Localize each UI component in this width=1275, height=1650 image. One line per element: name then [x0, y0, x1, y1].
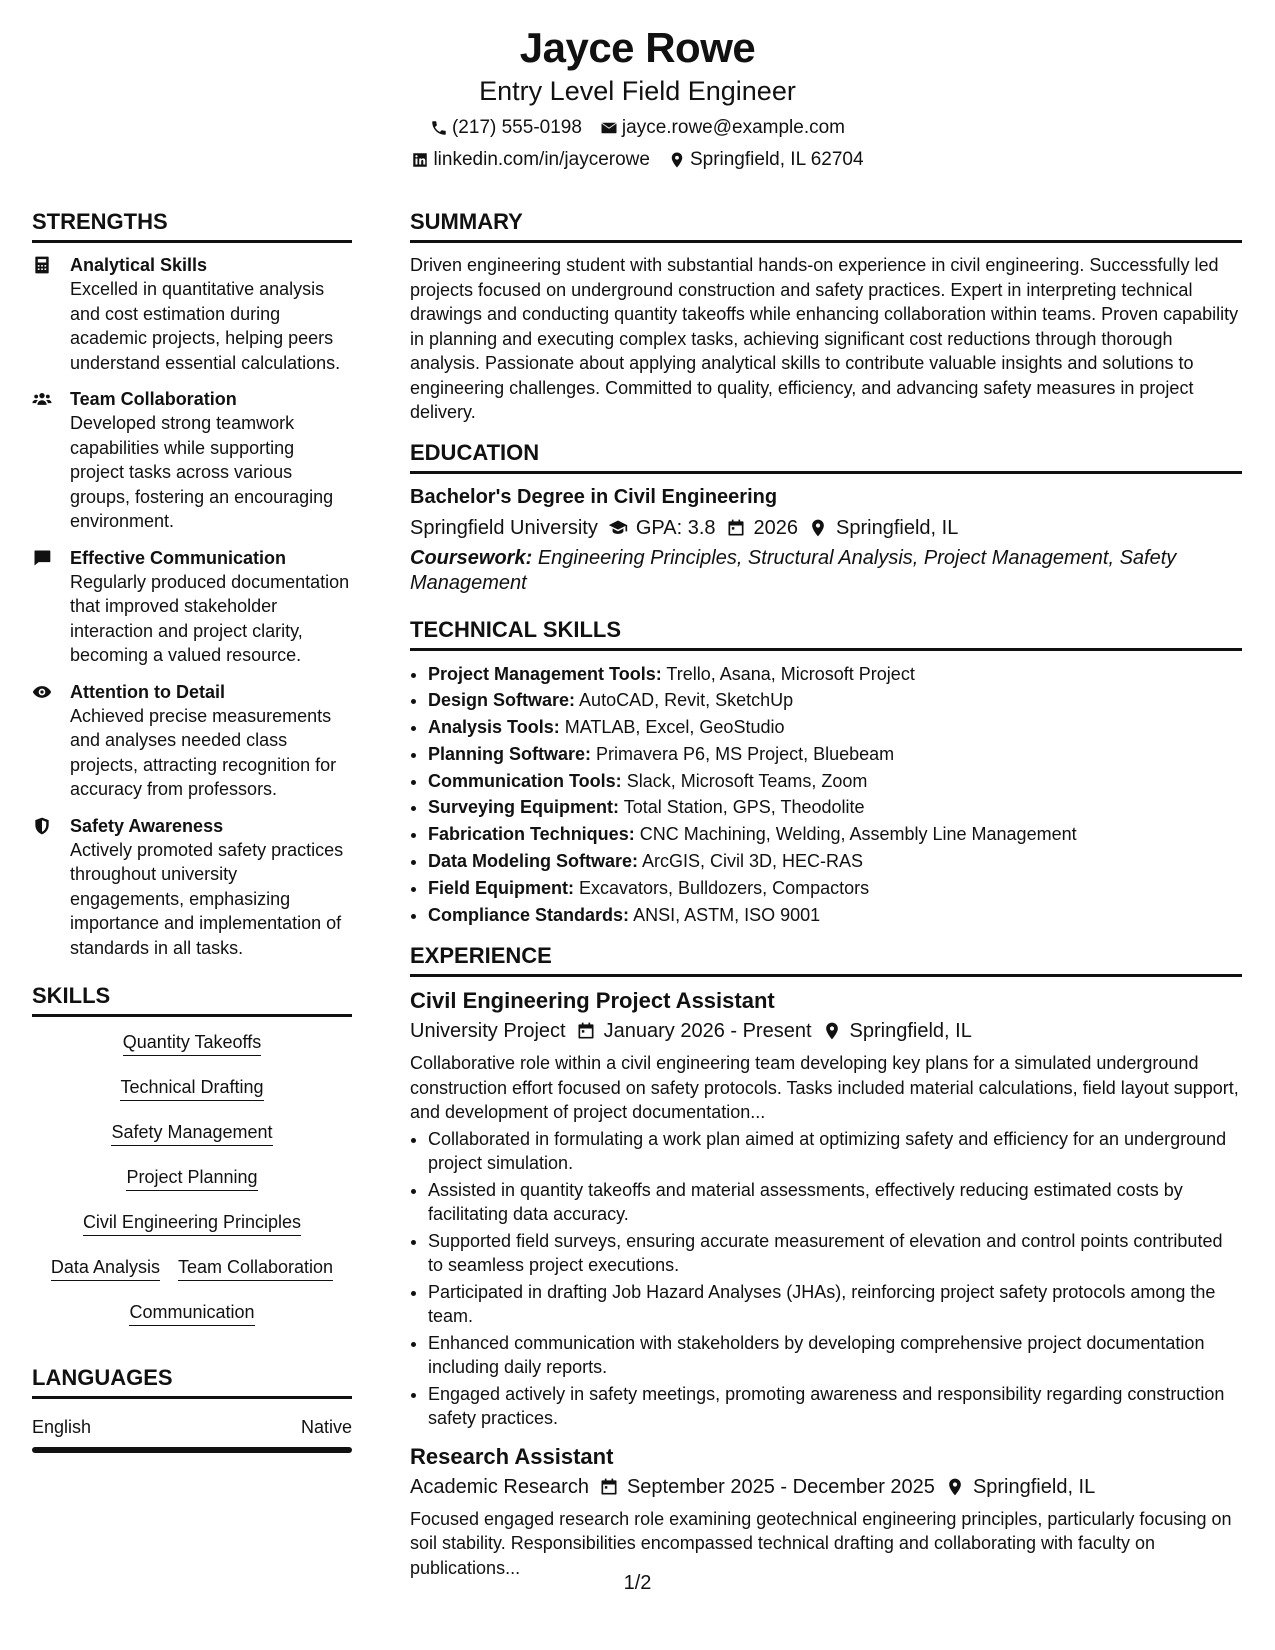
skill-label: Data Modeling Software:	[428, 851, 639, 872]
skill-label: Communication Tools:	[428, 770, 622, 791]
degree-title: Bachelor's Degree in Civil Engineering	[410, 485, 778, 508]
gpa-text: GPA: 3.8	[635, 516, 716, 539]
education-meta	[410, 514, 1242, 542]
list-item	[428, 821, 1242, 848]
map-pin-icon	[808, 518, 828, 538]
linkedin-contact[interactable]	[411, 148, 650, 172]
job-meta	[410, 1017, 1242, 1045]
job-location: Springfield, IL	[972, 1475, 1096, 1498]
strength-title: Attention to Detail	[70, 681, 225, 702]
strength-desc: Achieved precise measurements and analyses needed class projects, attracting recognition for accuracy from professors.	[70, 705, 337, 799]
job-dates: September 2025 - December 2025	[626, 1475, 935, 1498]
strength-item	[32, 814, 352, 961]
strength-item	[32, 546, 352, 668]
calendar-icon	[726, 518, 746, 538]
eye-icon	[32, 682, 52, 702]
list-item: • Enhanced communication with stakeholders by developing comprehensive project documentation including daily reports.	[428, 1331, 1242, 1380]
skill-label: Compliance Standards:	[428, 904, 630, 925]
skill-chip: Communication	[129, 1301, 254, 1326]
experience-heading: EXPERIENCE	[410, 942, 1242, 977]
skill-value: Total Station, GPS, Theodolite	[623, 797, 865, 818]
contact-row-1	[0, 116, 1275, 140]
skill-label: Design Software:	[428, 690, 576, 711]
job-desc: Collaborative role within a civil engineering team developing key plans for a simulated underground construction effort focused on safety protocols. Tasks included material calculations, field layout support, and development of project documentation...	[410, 1053, 1239, 1123]
list-item	[428, 687, 1242, 714]
strength-desc: Developed strong teamwork capabilities while supporting project tasks across various groups, fostering an encouraging environment.	[70, 413, 334, 531]
technical-skills-heading: TECHNICAL SKILLS	[410, 616, 1242, 651]
users-icon	[32, 389, 52, 409]
contact-row-2	[0, 148, 1275, 172]
list-item: • Assisted in quantity takeoffs and material assessments, effectively reducing estimated costs by facilitating data accuracy.	[428, 1178, 1242, 1227]
calculator-icon	[32, 255, 52, 275]
job-location: Springfield, IL	[849, 1020, 972, 1043]
email-text: jayce.rowe@example.com	[621, 117, 846, 138]
phone-contact[interactable]	[430, 116, 582, 140]
candidate-title: Entry Level Field Engineer	[479, 76, 796, 106]
envelope-icon	[600, 119, 618, 137]
location-text: Springfield, IL 62704	[689, 149, 864, 170]
coursework	[410, 546, 1242, 596]
linkedin-text: linkedin.com/in/jaycerowe	[433, 149, 650, 170]
list-item	[428, 741, 1242, 768]
skill-label: Project Management Tools:	[428, 663, 662, 684]
skill-label: Analysis Tools:	[428, 717, 560, 738]
job-org: Academic Research	[410, 1475, 589, 1498]
skills-list	[32, 1031, 352, 1326]
skill-value: AutoCAD, Revit, SketchUp	[579, 690, 794, 711]
strength-title: Safety Awareness	[70, 815, 224, 836]
job-title: Civil Engineering Project Assistant	[410, 988, 775, 1014]
strength-desc: Excelled in quantitative analysis and cost estimation during academic projects, helping peers understand essential calculations.	[70, 279, 341, 373]
resume-header	[0, 22, 1275, 172]
list-item: • Engaged actively in safety meetings, promoting awareness and responsibility regarding construction safety practices.	[428, 1382, 1242, 1431]
language-level: Native	[300, 1417, 352, 1437]
skill-value: MATLAB, Excel, GeoStudio	[564, 717, 785, 738]
strength-desc: Actively promoted safety practices throughout university engagements, emphasizing importance and implementation of standards in all tasks.	[70, 839, 344, 958]
job-title: Research Assistant	[410, 1443, 614, 1469]
coursework-label: Coursework:	[410, 546, 533, 569]
candidate-name: Jayce Rowe	[519, 24, 756, 71]
skill-value: ANSI, ASTM, ISO 9001	[633, 904, 821, 925]
list-item: • Supported field surveys, ensuring accurate measurement of elevation and control points contributed to seamless project executions.	[428, 1229, 1242, 1278]
skill-value: Excavators, Bulldozers, Compactors	[579, 877, 870, 898]
linkedin-icon	[411, 151, 429, 169]
list-item: • Collaborated in formulating a work plan aimed at optimizing safety and efficiency for an underground project simulation.	[428, 1127, 1242, 1176]
education-location: Springfield, IL	[836, 516, 959, 539]
list-item	[428, 714, 1242, 741]
language-level-bar	[32, 1447, 352, 1453]
skill-value: ArcGIS, Civil 3D, HEC-RAS	[642, 851, 864, 872]
skill-value: CNC Machining, Welding, Assembly Line Management	[639, 824, 1077, 845]
strength-desc: Regularly produced documentation that improved stakeholder interaction and project clarity, becoming a valued resource.	[70, 571, 350, 665]
languages-heading: LANGUAGES	[32, 1364, 352, 1399]
list-item	[428, 902, 1242, 929]
skill-label: Fabrication Techniques:	[428, 824, 635, 845]
skill-chip: Quantity Takeoffs	[123, 1031, 261, 1056]
strength-item	[32, 253, 352, 375]
job-dates: January 2026 - Present	[603, 1020, 812, 1043]
map-pin-icon	[822, 1021, 842, 1041]
list-item	[428, 768, 1242, 795]
skill-value: Primavera P6, MS Project, Bluebeam	[596, 743, 895, 764]
language-name: English	[32, 1417, 92, 1437]
skills-heading: SKILLS	[32, 982, 352, 1017]
skill-value: Trello, Asana, Microsoft Project	[666, 663, 915, 684]
strengths-heading: STRENGTHS	[32, 208, 352, 243]
language-row	[32, 1415, 352, 1439]
map-pin-icon	[668, 151, 686, 169]
school-name: Springfield University	[410, 516, 598, 539]
list-item	[428, 875, 1242, 902]
strength-item	[32, 680, 352, 802]
location-contact	[668, 148, 864, 172]
list-item: • Participated in drafting Job Hazard Analyses (JHAs), reinforcing project safety protocols among the team.	[428, 1280, 1242, 1329]
graduation-year: 2026	[753, 516, 799, 539]
shield-icon	[32, 816, 52, 836]
job-entry	[410, 987, 1242, 1431]
strength-title: Analytical Skills	[70, 255, 208, 275]
comment-icon	[32, 548, 52, 568]
summary-text: Driven engineering student with substantial hands-on experience in civil engineering. Successfully led projects focused on underground construction and safety practices. Expert in interpreting technical drawings and conducting quantity takeoffs while enhancing collaboration within teams. Proven capability in planning and executing complex tasks, achieving significant cost reductions through thorough analysis. Passionate about applying analytical skills to contribute valuable insights and solutions to engineering challenges. Committed to quality, efficiency, and advancing safety measures in project delivery.	[410, 255, 1239, 422]
job-desc: Focused engaged research role examining geotechnical engineering principles, particularly focusing on soil stability. Responsibilities encompassed technical drafting and collaborating with faculty on publications...	[410, 1508, 1232, 1578]
skill-value: Slack, Microsoft Teams, Zoom	[626, 770, 868, 791]
education-heading: EDUCATION	[410, 439, 1242, 474]
list-item	[428, 661, 1242, 688]
graduation-cap-icon	[608, 518, 628, 538]
skill-chip: Safety Management	[111, 1121, 272, 1146]
calendar-icon	[576, 1021, 596, 1041]
job-meta	[410, 1473, 1242, 1501]
right-column	[410, 208, 1242, 1580]
skill-chip: Project Planning	[126, 1166, 257, 1191]
phone-text: (217) 555-0198	[451, 117, 582, 138]
summary-heading: SUMMARY	[410, 208, 1242, 243]
strength-title: Effective Communication	[70, 547, 287, 568]
page-number: 1/2	[623, 1572, 652, 1594]
list-item	[428, 848, 1242, 875]
list-item	[428, 794, 1242, 821]
map-pin-icon	[945, 1477, 965, 1497]
strength-title: Team Collaboration	[70, 389, 237, 409]
skill-label: Field Equipment:	[428, 877, 574, 898]
skill-chip: Civil Engineering Principles	[83, 1211, 301, 1236]
job-entry	[410, 1443, 1242, 1581]
left-column	[32, 208, 352, 1453]
skill-chip: Team Collaboration	[178, 1256, 333, 1281]
skill-chip: Technical Drafting	[120, 1076, 263, 1101]
calendar-icon	[599, 1477, 619, 1497]
job-bullets	[410, 1127, 1242, 1431]
coursework-text: Engineering Principles, Structural Analysis, Project Management, Safety Management	[410, 546, 1177, 594]
skill-label: Surveying Equipment:	[428, 797, 620, 818]
technical-skills-list	[410, 661, 1242, 929]
strength-item	[32, 387, 352, 534]
skill-chip: Data Analysis	[51, 1256, 160, 1281]
job-org: University Project	[410, 1020, 566, 1043]
skill-label: Planning Software:	[428, 743, 592, 764]
email-contact[interactable]	[600, 116, 845, 140]
phone-icon	[430, 119, 448, 137]
